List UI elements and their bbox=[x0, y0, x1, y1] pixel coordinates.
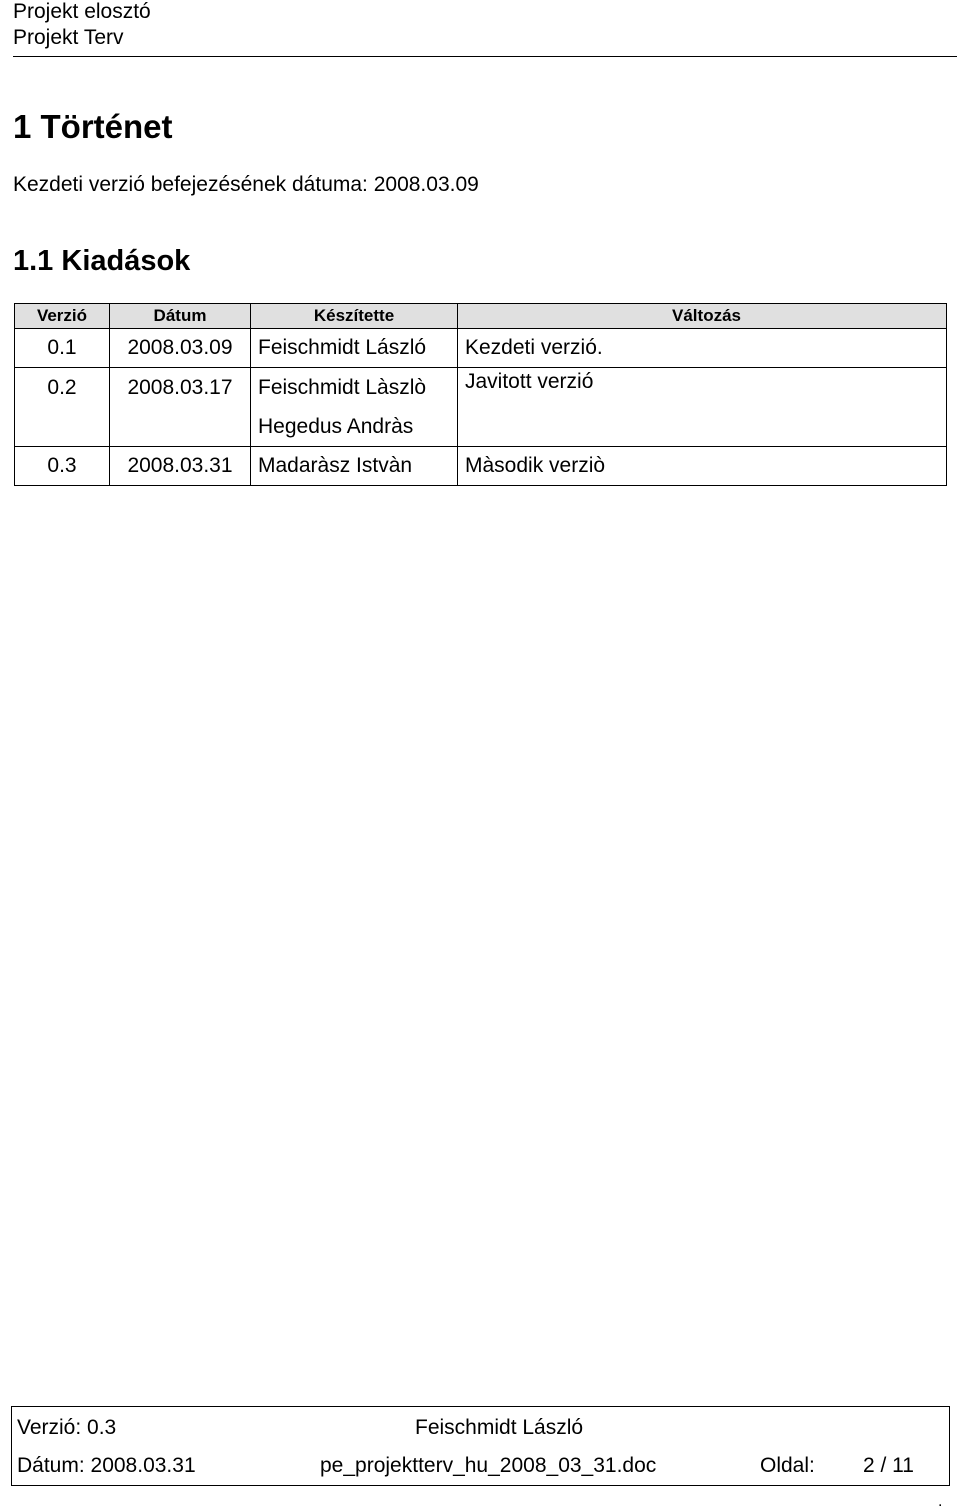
cell-author-secondary: Hegedus Andràs bbox=[258, 415, 414, 438]
cell-change: Màsodik verziò bbox=[458, 447, 947, 486]
cell-author bbox=[251, 368, 458, 447]
releases-table bbox=[14, 303, 947, 486]
footer-version: Verzió: 0.3 bbox=[17, 1416, 117, 1439]
cell-version: 0.1 bbox=[15, 329, 110, 368]
section-intro-text: Kezdeti verzió befejezésének dátuma: 2008.03.09 bbox=[13, 173, 479, 196]
cell-change: Javitott verzió bbox=[458, 368, 947, 447]
section-heading: 1 Történet bbox=[13, 108, 173, 145]
footer-author: Feischmidt László bbox=[415, 1416, 584, 1439]
footer-filename: pe_projektterv_hu_2008_03_31.doc bbox=[320, 1454, 657, 1477]
cell-date: 2008.03.31 bbox=[110, 447, 251, 486]
cell-version bbox=[15, 368, 110, 447]
column-header-author: Készítette bbox=[251, 304, 458, 329]
cell-version-text: 0.2 bbox=[47, 376, 77, 399]
cell-author-primary: Feischmidt Làszlò bbox=[258, 376, 427, 399]
trailing-mark: . bbox=[938, 1493, 943, 1510]
page-header bbox=[13, 0, 957, 57]
page-footer bbox=[11, 1406, 950, 1486]
footer-date: Dátum: 2008.03.31 bbox=[17, 1454, 196, 1477]
cell-author: Madaràsz Istvàn bbox=[251, 447, 458, 486]
subsection-heading: 1.1 Kiadások bbox=[13, 245, 191, 277]
cell-date: 2008.03.09 bbox=[110, 329, 251, 368]
table-row bbox=[15, 329, 947, 368]
header-project-name: Projekt elosztó bbox=[13, 0, 151, 23]
footer-page-label: Oldal: bbox=[760, 1454, 815, 1477]
table-row bbox=[15, 447, 947, 486]
footer-page-number: 2 / 11 bbox=[863, 1454, 914, 1477]
cell-date-text: 2008.03.17 bbox=[127, 376, 233, 399]
cell-date bbox=[110, 368, 251, 447]
column-header-date: Dátum bbox=[110, 304, 251, 329]
cell-change: Kezdeti verzió. bbox=[458, 329, 947, 368]
column-header-version: Verzió bbox=[15, 304, 110, 329]
table-header-row bbox=[15, 304, 947, 329]
cell-version: 0.3 bbox=[15, 447, 110, 486]
column-header-change: Változás bbox=[458, 304, 947, 329]
cell-author: Feischmidt László bbox=[251, 329, 458, 368]
header-document-type: Projekt Terv bbox=[13, 26, 124, 49]
table-row bbox=[15, 368, 947, 447]
